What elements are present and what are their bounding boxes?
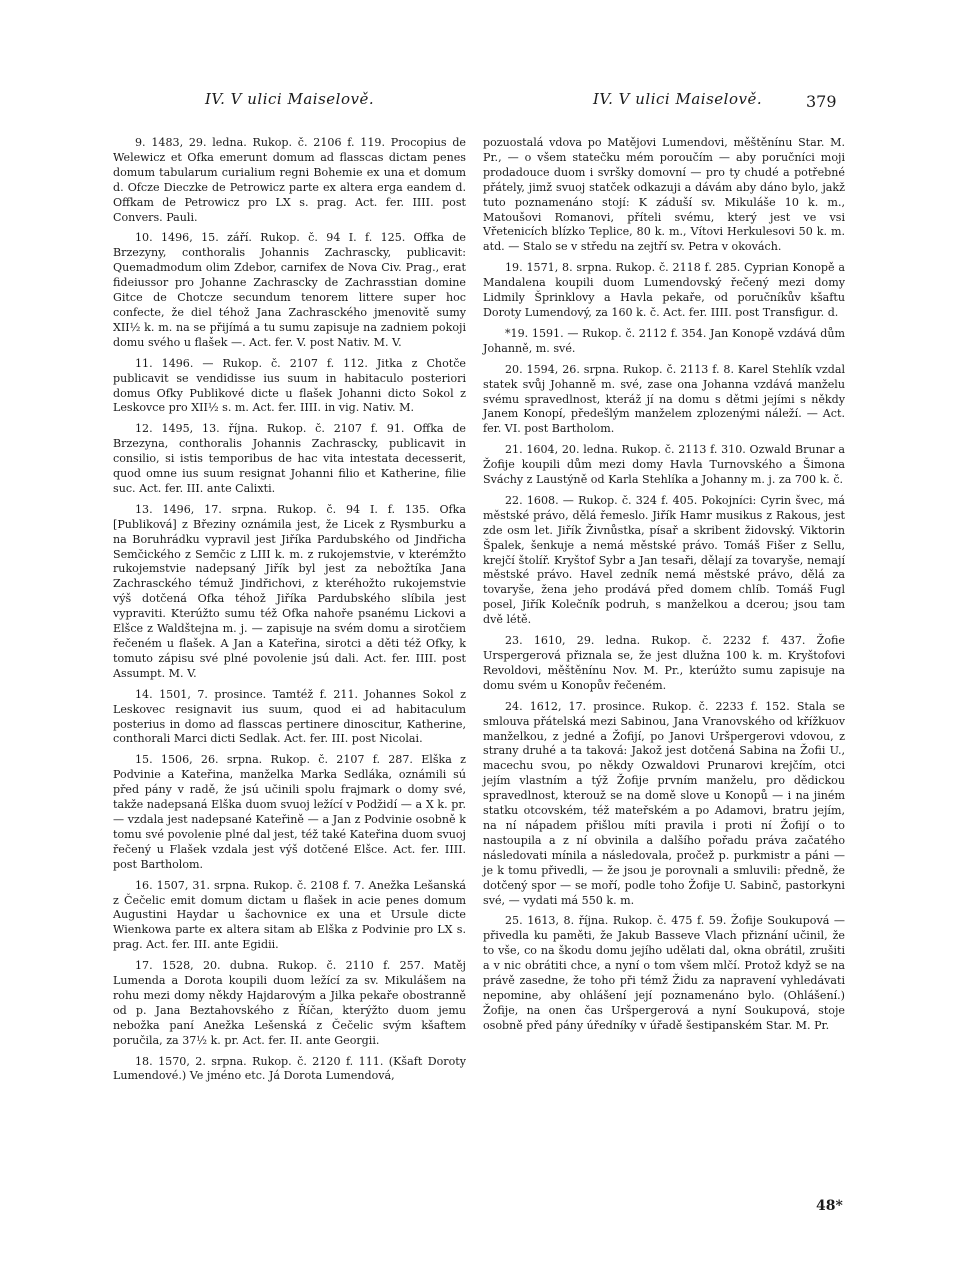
running-header-right: IV. V ulici Maiselově.	[593, 90, 763, 108]
entry-17: 17. 1528, 20. dubna. Rukop. č. 2110 f. 257. Matěj Lumenda a Dorota koupili duom ležící za sv. Mikulášem na rohu mezi domy někdy Hajdarovým a Jilka pekaře obostranně od p. Jana Beztahovského z Říčan, kterýžto duom jemu nebožka paní Anežka Lešenská z Čečelic svým kšaftem poručila, za 37½ k. pr. Act. fer. II. ante Georgii.	[113, 959, 466, 1047]
entry-9: 9. 1483, 29. ledna. Rukop. č. 2106 f. 119. Procopius de Welewicz et Ofka emerunt domum ad flasscas dictam penes domum tabularum curialium regni Bohemie ex una et domum d. Ofcze Dieczke de Petrowicz parte ex altera erga eandem d. Offkam de Petrowicz pro LX s. prag. Act. fer. IIII. post Convers. Pauli.	[113, 136, 466, 224]
entry-19-star: *19. 1591. — Rukop. č. 2112 f. 354. Jan Konopě vzdává dům Johanně, m. své.	[483, 326, 845, 355]
entry-22: 22. 1608. — Rukop. č. 324 f. 405. Pokojníci: Cyrin švec, má městské právo, dělá řemeslo. Jiřík Hamr musikus z Rakous, jest zde osm let. Jiřík Živnůstka, písař a skribent židovský. Viktorin Špalek, šenkuje a nemá městské právo. Tomáš Fišer z Sellu, krejčí štolíř. Kryštof Sybr a Jan tesaři, dělají za tovaryše, nemají městské právo. Havel zedník nemá městské právo, dělá za tovaryše, žena jeho prodává před domem chlíb. Tomáš Fugl posel, Jiřík Kolečník podruh, s manželkou a dcerou; jsou tam dvě létě.	[483, 493, 845, 627]
entry-21: 21. 1604, 20. ledna. Rukop. č. 2113 f. 310. Ozwald Brunar a Žofije koupili dům mezi domy Havla Turnovského a Šimona Sváchy z Laustýně od Karla Stehlíka a Johanny m. j. za 700 k. č.	[483, 443, 845, 487]
signature-mark: 48*	[816, 1198, 843, 1214]
left-column	[113, 136, 466, 1090]
entry-23: 23. 1610, 29. ledna. Rukop. č. 2232 f. 437. Žofie Urspergerová přiznala se, že jest dlužna 100 k. m. Kryštofovi Revoldovi, měštěnínu Nov. M. Pr., kterúžto sumu zapisuje na domu svém u Konopův řečeném.	[483, 634, 845, 692]
entry-24: 24. 1612, 17. prosince. Rukop. č. 2233 f. 152. Stala se smlouva přátelská mezi Sabinou, Jana Vranovského od křížkuov manželkou, z jedné a Žofijí, po Janovi Uršpergerovi vdovou, z strany druhé a ta taková: Jakož jest dotčená Sabina na Žofii U., macechu svou, po někdy Ozwaldovi Prunarovi krejčím, otci jejím vlastním a týž Žofije prvním manželu, pro dědickou spravedlnost, kterouž se na domě slove u Konopů — i na jiném statku otcovském, též mateřském a po Adamovi, bratru jejím, na ní nápadem přišlou míti pravila i proti ní Žofijí o to nastoupila a z ní obvinila a dalšího pořadu práva začatého následovati mínila a následovala, pročež p. purkmistr a páni — je k tomu přivedli, — že jsou je porovnali a smluvili: předně, že dotčený spor — se moří, podle toho Žofije U. Sabinč, pastorkyni své, — vydati má 550 k. m.	[483, 699, 845, 907]
right-column	[483, 136, 845, 1040]
entry-25: 25. 1613, 8. října. Rukop. č. 475 f. 59. Žofije Soukupová — přivedla ku paměti, že Jakub Basseve Vlach přiznání učinil, že to vše, co na škodu domu jejího udělati dal, okna obrátil, zrušiti a v nic obrátiti chce, a nyní o tom všem mlčí. Protož když se na právě zasedne, že toho při témž Židu za napravení vyhledávati nepomine, aby ohlášení její poznamenáno bylo. (Ohlášení.) Žofije, na onen čas Uršpergerová a nyní Soukupová, stoje osobně před pány úředníky v úřadě šestipanském Star. M. Pr.	[483, 914, 845, 1032]
page-number: 379	[806, 92, 837, 111]
entry-15: 15. 1506, 26. srpna. Rukop. č. 2107 f. 287. Elška z Podvinie a Kateřina, manželka Marka Sedláka, oznámili sú před pány v radě, že jsú učinili spolu frajmark o domy své, takže nadepsaná Elška duom svuoj ležící v Podžidí — a X k. pr. — vzdala jest nadepsané Kateřině — a Jan z Podvinie osobně k tomu své povolenie plné dal jest, též také Kateřina duom svuoj řečený u Flašek vzdala jest výš dotčené Elšce. Act. fer. IIII. post Bartholom.	[113, 753, 466, 871]
entry-18-continued: pozuostalá vdova po Matějovi Lumendovi, měštěnínu Star. M. Pr., — o všem statečku mém poroučím — aby poručníci moji prodadouce duom i svršky domovní — pro ty chudé a potřebné přátely, jimž svuoj statček odkazuji a dávám aby dáno bylo, jakž tuto poznamenáno stojí: K záduší sv. Mikuláše 10 k. m., Matoušovi Romanovi, příteli svému, který jest ve vsi Vřetenicích blízko Teplice, 80 k. m., Vítovi Herkulesovi 50 k. m. atd. — Stalo se v středu na zejtří sv. Petra v okovách.	[483, 136, 845, 254]
entry-12: 12. 1495, 13. října. Rukop. č. 2107 f. 91. Offka de Brzezyna, conthoralis Johannis Zachrascky, publicavit in consilio, si istis temporibus de hac vita intestata decesserit, quod omne ius suum resignat Johanni filio et Katherine, filie suc. Act. fer. III. ante Calixti.	[113, 422, 466, 495]
entry-19: 19. 1571, 8. srpna. Rukop. č. 2118 f. 285. Cyprian Konopě a Mandalena koupili duom Lumendovský řečený mezi domy Lidmily Šprinklovy a Havla pekaře, od poručníkův kšaftu Doroty Lumendový, za 160 k. č. Act. fer. IIII. post Transfigur. d.	[483, 261, 845, 319]
entry-11: 11. 1496. — Rukop. č. 2107 f. 112. Jitka z Chotče publicavit se vendidisse ius suum in habitaculo posteriori domus Ofky Publikové dicte u flašek Johanni dicto Sokol z Leskovce pro XII½ s. m. Act. fer. IIII. in vig. Nativ. M.	[113, 356, 466, 415]
entry-13: 13. 1496, 17. srpna. Rukop. č. 94 I. f. 135. Ofka [Publiková] z Březiny oznámila jest, že Licek z Rysmburku a na Boruhrádku vypravil jest Jiříka Pardubského od Jindřicha Semčického z Semčic z LIII k. m. z rukojemstvie, v kterémžto rukojemstvie nadepsaný Jiřík byl jest za nebožtíka Jana Zachrasckého témuž Jindřichovi, z kteréhožto rukojemstvie výš dotčená Ofka téhož Jiříka Pardubského slíbila jest vypraviti. Kterúžto sumu též Ofka nahoře psanému Lickovi a Elšce z Waldštejna m. j. — zapisuje na svém domu a sirotčiem řečeném u flašek. A Jan a Kateřina, sirotci a děti též Ofky, k tomuto zápisu své plné povolenie jsú dali. Act. fer. IIII. post Assumpt. M. V.	[113, 502, 466, 680]
entry-10: 10. 1496, 15. září. Rukop. č. 94 I. f. 125. Offka de Brzezyny, conthoralis Johannis Zachrascky, publicavit: Quemadmodum olim Zdebor, carnifex de Nova Civ. Prag., erat fideiussor pro Johanne Zachrascky de Zachrasstian domine Gitce de Chotcze secundum tenorem littere super hoc confecte, že diel téhož Jana Zachrasckého jmenovitě sumy XII½ k. m. na se přijímá a tu sumu zapisuje na zadniem pokoji domu svého u flašek —. Act. fer. V. post Nativ. M. V.	[113, 231, 466, 349]
running-header-left: IV. V ulici Maiselově.	[205, 90, 375, 108]
entry-16: 16. 1507, 31. srpna. Rukop. č. 2108 f. 7. Anežka Lešanská z Čečelic emit domum dictam u flašek in acie penes domum Augustini Haydar u šachovnice ex una et Ursule dicte Wienkowa parte ex altera sitam ab Elška z Podvinie pro LX s. prag. Act. fer. III. ante Egidii.	[113, 878, 466, 952]
entry-20: 20. 1594, 26. srpna. Rukop. č. 2113 f. 8. Karel Stehlík vzdal statek svůj Johanně m. své, zase ona Johanna vzdává manželu svému spravedlnost, kteráž jí na domu s dětmi jejími s někdy Janem Konopí, předešlým manželem zplozenými náleží. — Act. fer. VI. post Bartholom.	[483, 362, 845, 436]
entry-14: 14. 1501, 7. prosince. Tamtéž f. 211. Johannes Sokol z Leskovec resignavit ius suum, quod ei ad habitaculum posterius in domo ad flasscas pertinere dinoscitur, Katherine, conthorali Marci dicti Sedlak. Act. fer. III. post Nicolai.	[113, 687, 466, 746]
entry-18: 18. 1570, 2. srpna. Rukop. č. 2120 f. 111. (Kšaft Doroty Lumendové.) Ve jméno etc. Já Dorota Lumendová,	[113, 1054, 466, 1083]
